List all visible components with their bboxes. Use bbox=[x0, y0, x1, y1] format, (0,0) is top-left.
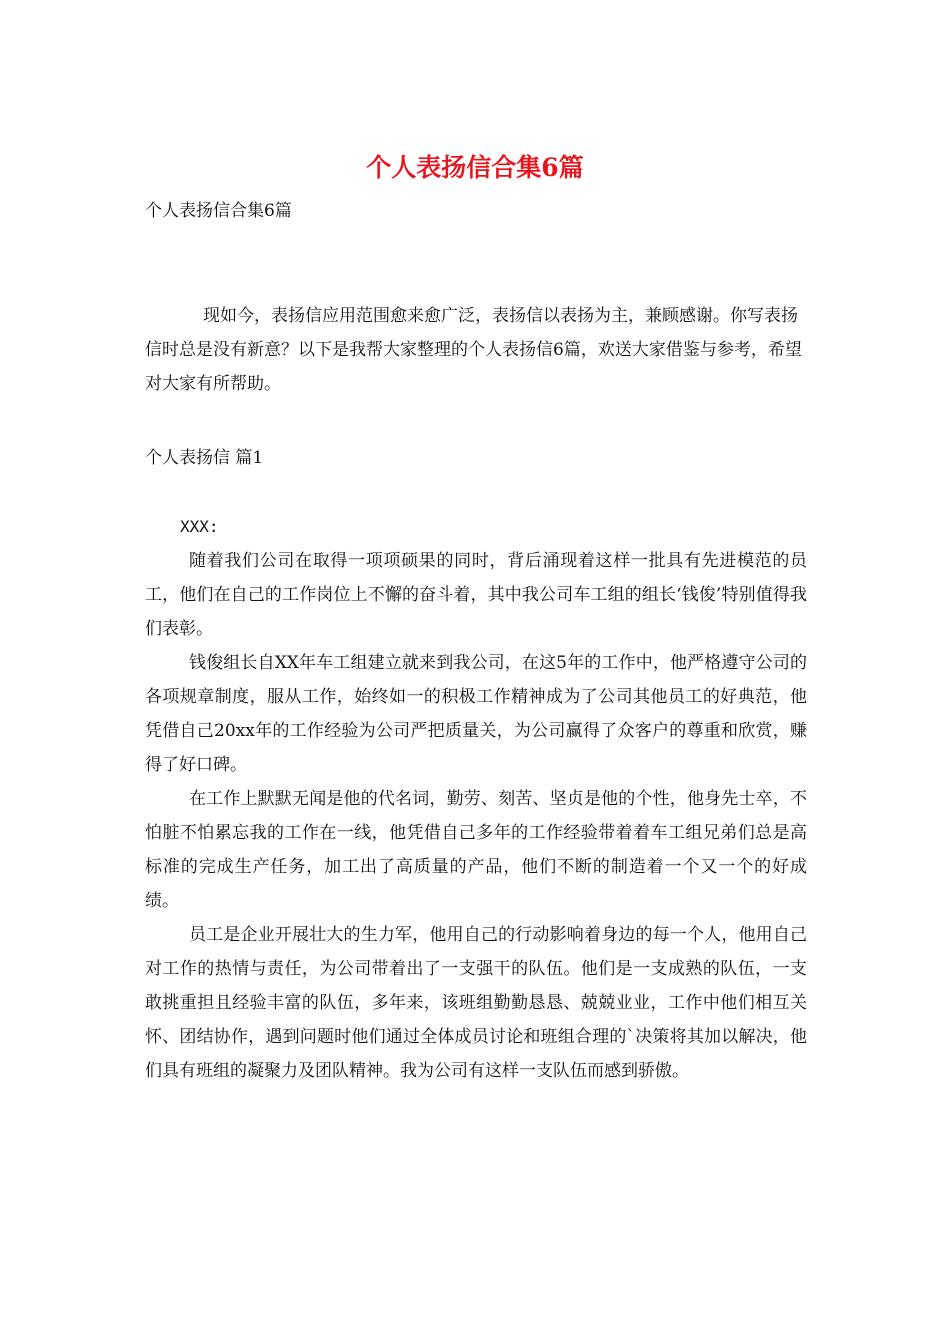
body-paragraph: 随着我们公司在取得一项项硕果的同时，背后涌现着这样一批具有先进模范的员工，他们在自己的工作岗位上不懈的奋斗着，其中我公司车工组的组长‘钱俊’特别值得我们表彰。 bbox=[145, 551, 807, 639]
intro-paragraph: 现如今，表扬信应用范围愈来愈广泛，表扬信以表扬为主，兼顾感谢。你写表扬信时总是没有新意？以下是我帮大家整理的个人表扬信6篇，欢送大家借鉴与参考，希望对大家有所帮助。 bbox=[145, 306, 802, 394]
document-subtitle: 个人表扬信合集6篇 bbox=[145, 201, 292, 221]
section-title: 个人表扬信 篇1 bbox=[145, 448, 264, 468]
body-paragraph: 员工是企业开展壮大的生力军，他用自己的行动影响着身边的每一个人，他用自己对工作的热情与责任，为公司带着出了一支强干的队伍。他们是一支成熟的队伍，一支敢挑重担且经验丰富的队伍，多年来，该班组勤勤恳恳、兢兢业业，工作中他们相互关怀、团结协作，遇到问题时他们通过全体成员讨论和班组合理的`决策将其加以解决，他们具有班组的凝聚力及团队精神。我为公司有这样一支队伍而感到骄傲。 bbox=[145, 925, 807, 1081]
salutation: XXX: bbox=[180, 517, 219, 536]
letter-body bbox=[145, 544, 807, 1088]
document-title: 个人表扬信合集6篇 bbox=[366, 153, 584, 182]
body-paragraph: 钱俊组长自XX年车工组建立就来到我公司，在这5年的工作中，他严格遵守公司的各项规章制度，服从工作，始终如一的积极工作精神成为了公司其他员工的好典范，他凭借自己20xx年的工作经验为公司严把质量关，为公司赢得了众客户的尊重和欣赏，赚得了好口碑。 bbox=[145, 653, 807, 775]
body-paragraph: 在工作上默默无闻是他的代名词，勤劳、刻苦、坚贞是他的个性，他身先士卒，不怕脏不怕累忘我的工作在一线，他凭借自己多年的工作经验带着着车工组兄弟们总是高标准的完成生产任务，加工出了高质量的产品，他们不断的制造着一个又一个的好成绩。 bbox=[145, 789, 807, 911]
